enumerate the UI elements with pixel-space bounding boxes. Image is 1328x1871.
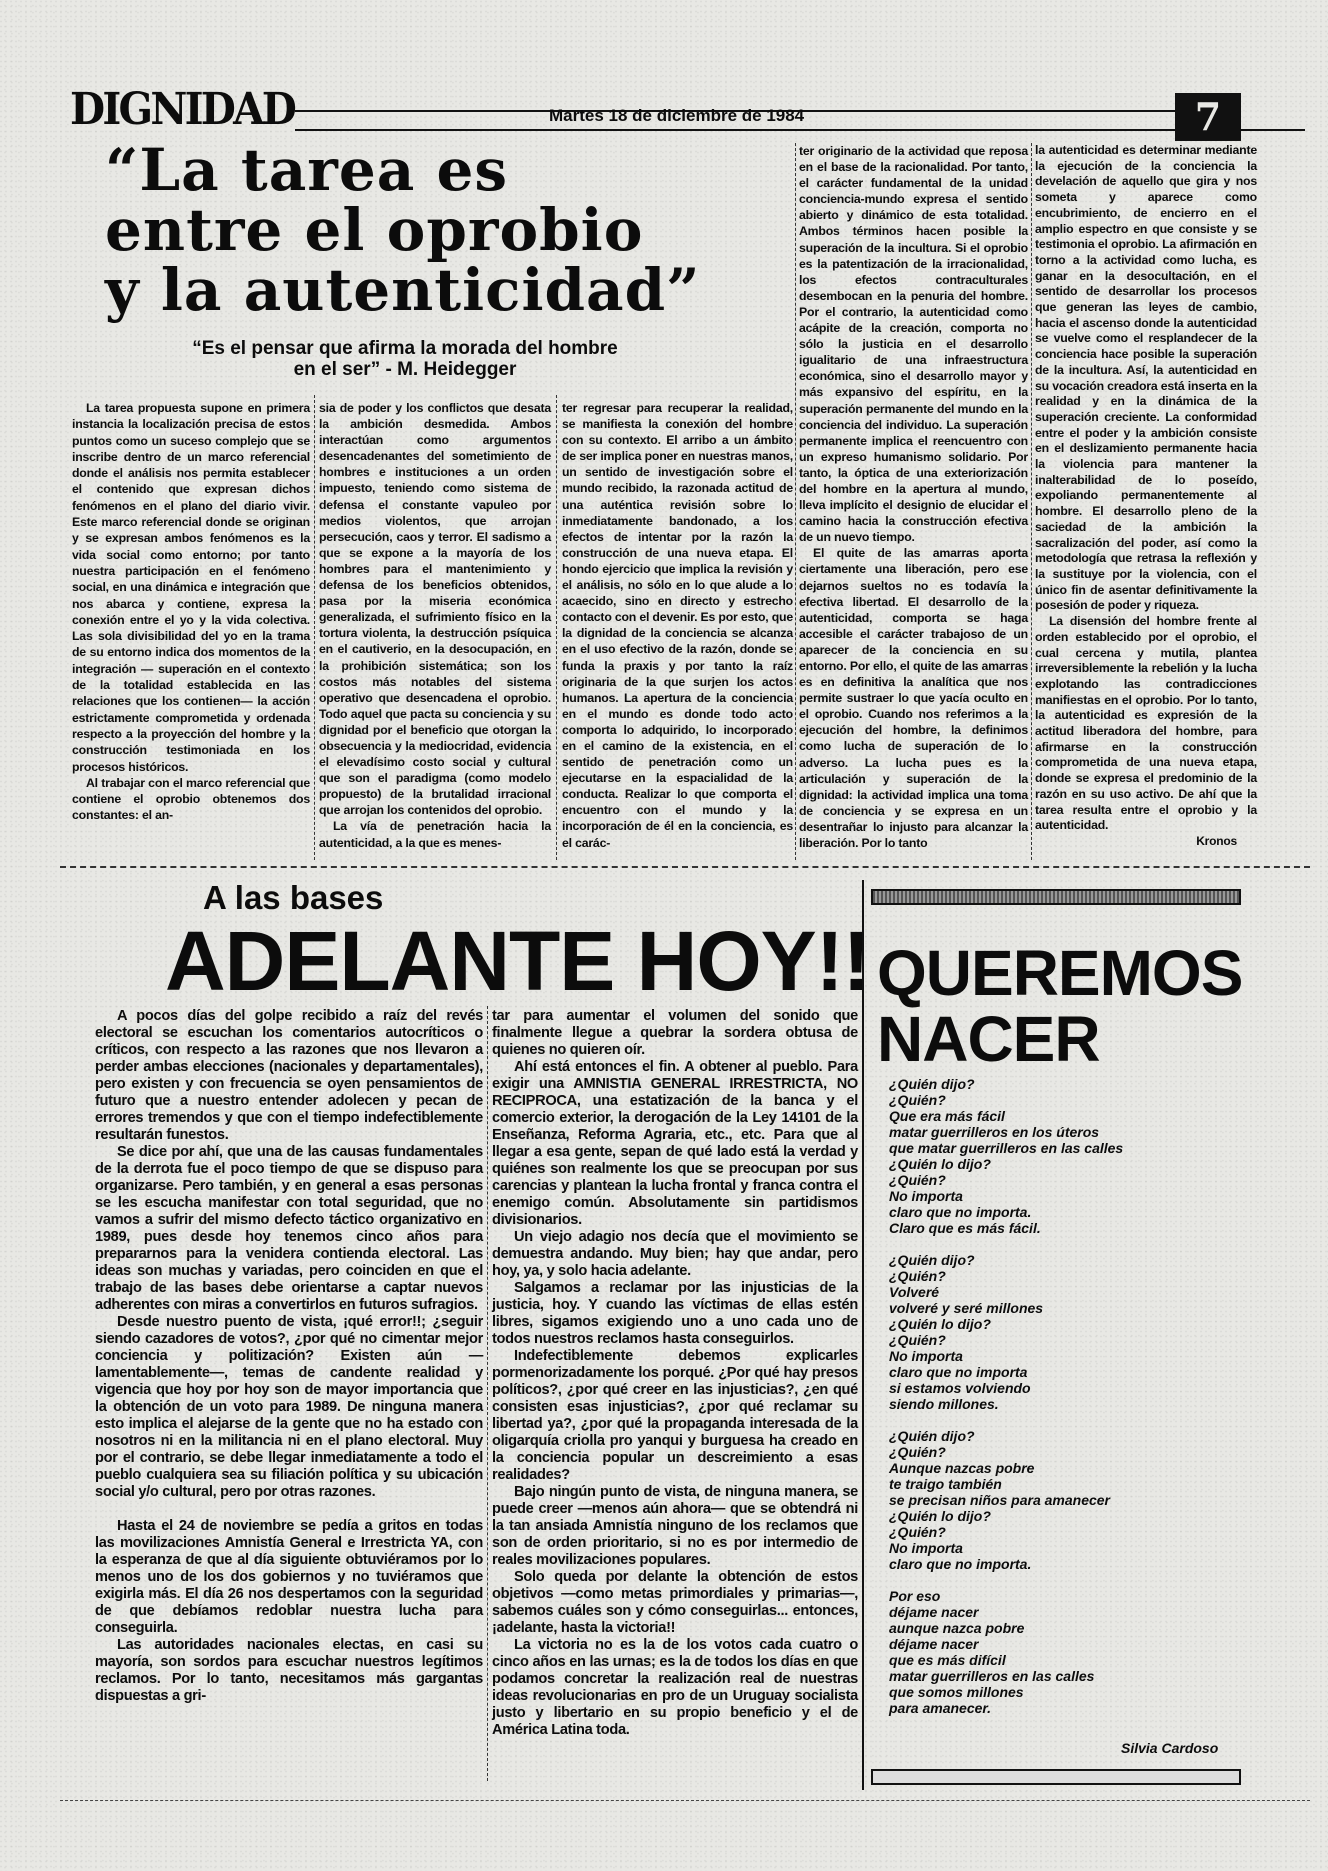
poem-line: Que era más fácil (889, 1108, 1005, 1124)
paragraph: sia de poder y los conflictos que desata la ambición desmedida. Ambos interactúan como argumentos desencadenantes del sometimiento de hombres e instituciones a un orden impuesto, teniendo como sistema de defensa el constante vapuleo por medios violentos, que arrojan persecución, caos y terror. El sadismo a que se expone a la mayoría de los hombres para el mantenimiento y defensa de los beneficios obtenidos, pasa por la miseria económica generalizada, el sufrimiento físico en la tortura violenta, la destrucción psíquica en el cautiverio, en la desocupación, en la prohibición sistemática; son los costos más notables del sistema operativo que desencadena el oprobio. Todo aquel que pacta su conciencia y su dignidad por el beneficio que otorgan la obsecuencia y la mediocridad, evidencia el elevadísimo costo social y cultural que son el paradigma (como modelo propuesto) de la brutalidad irracional que arrojan los contenidos del oprobio. (319, 401, 551, 818)
paragraph: Indefectiblemente debemos explicarles pormenorizadamente los porqué. ¿Por qué hay presos políticos?, ¿por qué creer en las injusticias?, ¿en qué consisten esas injusticias?, ¿por qué reclamar su libertad ya?, ¿por qué la propaganda interesada de la oligarquía criolla pro yanqui y burguesa ha creado en la conciencia popular un descreimiento a esas realidades? (492, 1348, 858, 1483)
paragraph: Se dice por ahí, que una de las causas fundamentales de la derrota fue el poco tiempo de que se dispuso para organizarse. Pero también, y en general a esas personas se les escucha manifestar con total seguridad, que no vamos a sufrir del mismo defecto táctico organizativo en 1989, pues desde hoy tenemos cinco años para prepararnos para la venidera contienda electoral. Las ideas son muchas y variadas, pero coinciden en que el trabajo de las bases debe orientarse a captar nuevos adherentes con miras a convertirlos en futuros sufragios. (95, 1144, 483, 1313)
article1-epigraph: “Es el pensar que afirma la morada del hombre en el ser” - M. Heidegger (192, 338, 618, 380)
poem-line: que es más difícil (889, 1652, 1006, 1668)
poem-line: ¿Quién? (889, 1268, 946, 1284)
poem-stanza (889, 1428, 1239, 1572)
poem-line: ¿Quién dijo? (889, 1076, 975, 1092)
poem-line: ¿Quién dijo? (889, 1252, 975, 1268)
poem-line: ¿Quién lo dijo? (889, 1156, 991, 1172)
page-bottom-rule (60, 1800, 1310, 1801)
poem-line: Por eso (889, 1588, 941, 1604)
poem-line: Volveré (889, 1284, 940, 1300)
masthead-logo: DIGNIDAD (70, 84, 295, 135)
article2-kicker: A las bases (203, 879, 384, 916)
masthead-rule-bottom (295, 129, 1305, 131)
poem-line: que matar guerrilleros en las calles (889, 1140, 1124, 1156)
article1-column-3 (562, 400, 793, 851)
poem-line: ¿Quién lo dijo? (889, 1508, 991, 1524)
column-divider (487, 1006, 489, 1781)
poem-line: matar guerrilleros en los úteros (889, 1124, 1100, 1140)
poem-line: ¿Quién? (889, 1332, 946, 1348)
poem-line: No importa (889, 1188, 963, 1204)
poem-line: que somos millones (889, 1684, 1024, 1700)
poem-line: Claro que es más fácil. (889, 1220, 1041, 1236)
paragraph: Desde nuestro puento de vista, ¡qué error!!; ¿seguir siendo cazadores de votos?, ¿por qué no cimentar mejor conciencia y politización? Existen aún —lamentablemente—, temas de candente realidad y vigencia que hoy por hoy son de mayor importancia que la obtención de un voto para 1989. De ninguna manera esto implica el alejarse de la gente que no ha estado con nosotros ni en la militancia ni en el plano electoral. Muy por el contrario, se debe llegar inmediatamente a todo el pueblo cualquiera sea su filiación política y su ubicación social y/o cultural, pero por otras razones. (95, 1314, 483, 1500)
poem-title (877, 937, 1243, 1075)
poem-line: ¿Quién lo dijo? (889, 1316, 991, 1332)
poem-signature: Silvia Cardoso (1121, 1740, 1219, 1756)
poem-line: siendo millones. (889, 1396, 999, 1412)
paragraph: La vía de penetración hacia la autenticidad, a la que es menes- (319, 819, 551, 850)
poem-bottom-bar (871, 1769, 1241, 1785)
poem-line: claro que no importa (889, 1364, 1028, 1380)
poem-title-line: NACER (877, 1003, 1100, 1075)
paragraph: Un viejo adagio nos decía que el movimiento se demuestra andando. Muy bien; hay que andar, pero hoy, ya, y solo hacia adelante. (492, 1229, 858, 1279)
paragraph: tar para aumentar el volumen del sonido que finalmente llegue a quebrar la sordera obtusa de quienes no quieren oír. (492, 1008, 858, 1058)
article2-column-1 (95, 1008, 483, 1705)
paragraph: Al trabajar con el marco referencial que contiene el oprobio obtenemos dos constantes: el an- (72, 775, 310, 823)
article1-column-5 (1035, 143, 1257, 850)
headline-line: “La tarea es (105, 136, 509, 204)
paragraph: Solo queda por delante la obtención de estos objetivos —como metas primordiales y primarias—, sabemos cuáles son y cómo conseguirlas... entonces, ¡adelante, hasta la victoria!! (492, 1569, 858, 1636)
poem-line: ¿Quién? (889, 1524, 946, 1540)
column-divider (795, 143, 797, 860)
column-divider (1031, 143, 1033, 860)
poem-line: para amanecer. (889, 1700, 991, 1716)
paragraph: la autenticidad es determinar mediante la ejecución de la conciencia la develación de aquello que gira y nos someta y aparece como encubrimiento, de encierro en el amplio espectro en que consiste y se testimonia el oprobio. La afirmación en torno a la actividad como lucha, es ganar en la desocultación, en el sentido de desarrollar los procesos que generan las leyes de cambio, hacia el ascenso donde la autenticidad se vuelve como el resplandecer de la conciencia hace posible la superación de la incultura. Así, la autenticidad en su vocación creadora está inserta en la realidad y en la dinámica de la superación creciente. La conformidad entre el poder y la ambición consiste en el deslizamiento permanente hacia la violencia para mantener la inalterabilidad de lo poseído, expoliando permanentemente al hombre. El desarrollo pleno de la saciedad de la ambición la sacralización del poder, así como la metodología que retrasa la reflexión y la sustituye por la violencia, con el único fin de asentar definitivamente la posesión de poder y riqueza. (1035, 143, 1257, 613)
poem-line: déjame nacer (889, 1636, 979, 1652)
page-number: 7 (1175, 93, 1241, 141)
paragraph: A pocos días del golpe recibido a raíz del revés electoral se escuchan los comentarios autocríticos o críticos, con respecto a las razones que nos llevaron a perder ambas elecciones (nacionales y departamentales), pero existen y con frecuencia se oyen pensamientos de futuro que a nuestro entender adolecen y pecan de errores tremendos y que con el tiempo indefectiblemente resultarán funestos. (95, 1008, 483, 1143)
paragraph: Bajo ningún punto de vista, de ninguna manera, se puede creer —menos aún ahora— que se obtendrá ni la tan ansiada Amnistía ninguno de los reclamos que son de orden prioritario, si no es por intermedio de reales movilizaciones populares. (492, 1484, 858, 1568)
poem-line: déjame nacer (889, 1604, 979, 1620)
article2-headline: ADELANTE HOY!! (165, 914, 870, 1008)
poem-line: claro que no importa. (889, 1556, 1032, 1572)
poem-title-line: QUEREMOS (877, 937, 1243, 1009)
poem-stanza (889, 1588, 1239, 1716)
poem-line: ¿Quién? (889, 1172, 946, 1188)
paragraph: ter regresar para recuperar la realidad, se manifiesta la conexión del hombre con su contexto. El arribo a un ámbito de ser implica poner en nuestras manos, un sentido de investigación sobre el mundo recibido, la razonada actitud de una auténtica revisión sobre lo inmediatamente bandonado, a los efectos de intentar por la razón la construcción de una nueva etapa. El hondo ejercicio que implica la revisión y el análisis, no sólo en lo que alude a lo acaecido, sino en directo y estrecho contacto con el devenir. Es por esto, que la dignidad de la conciencia se alcanza en el uso efectivo de la razón, donde se funda la praxis y por tanto la raíz originaria de la que surjen los actos humanos. La apertura de la conciencia en el mundo es donde todo acto comporta lo adquirido, lo incorporado en el camino de la existencia, en el sentido de penetración como un ejecutarse en la espacialidad de la conducta. Realizar lo que comporta el encuentro con el mundo y la incorporación de él en la conciencia, es el carác- (562, 401, 793, 850)
paragraph: Ahí está entonces el fin. A obtener al pueblo. Para exigir una AMNISTIA GENERAL IRRESTRICTA, NO RECIPROCA, una estatización de la banca y el comercio exterior, la derogación de la Ley 14101 de la Enseñanza, Reforma Agraria, etc., etc. Para que al llegar a esa gente, sepan de qué lado está la verdad y quiénes son realmente los que se preocupan por sus carencias y plantean la lucha frontal y franca contra el enemigo común. Absolutamente sin partidismos divisionarios. (492, 1059, 858, 1228)
poem-line: No importa (889, 1348, 963, 1364)
paragraph: Hasta el 24 de noviembre se pedía a gritos en todas las movilizaciones Amnistía General e Irrestricta YA, con la esperanza de que al día siguiente obtuviéramos por lo menos uno de los dos gobiernos y no tuviéramos que exigirla más. El día 26 nos despertamos con la seguridad de que debíamos redoblar nuestra lucha para conseguirla. (95, 1518, 483, 1636)
column-divider (314, 395, 316, 860)
column-divider (556, 395, 558, 860)
poem-line: ¿Quién? (889, 1444, 946, 1460)
column-divider (862, 880, 865, 1790)
poem-line: se precisan niños para amanecer (889, 1492, 1110, 1508)
poem-stanza (889, 1252, 1239, 1412)
poem-line: matar guerrilleros en las calles (889, 1668, 1095, 1684)
paragraph: El quite de las amarras aporta ciertamente una liberación, pero ese dejarnos sueltos no es todavía la efectiva libertad. El desarrollo de la autenticidad, comporta se haga accesible el carácter trabajoso de un aparecer de la conciencia en su entorno. Por ello, el quite de las amarras es en definitiva la analítica que nos permite sustraer lo que yacía oculto en el oprobio. Cuando nos referimos a la ejecución del hombre, la definimos como lucha de superación de lo adverso. La lucha pues es la articulación y superación de la dignidad: la actividad implica una toma de conciencia y se expresa en un desentrañar lo injusto para alcanzar la liberación. Por lo tanto (799, 546, 1028, 851)
poem-line: ¿Quién dijo? (889, 1428, 975, 1444)
issue-date: Martes 18 de diciembre de 1984 (549, 106, 805, 125)
paragraph: Salgamos a reclamar por las injusticias de la justicia, hoy. Y cuando las víctimas de ellas estén libres, sigamos exigiendo uno a uno cada uno de todos nuestros reclamos hasta conseguirlos. (492, 1280, 858, 1347)
poem-line: No importa (889, 1540, 963, 1556)
headline-line: entre el oprobio (105, 196, 644, 264)
poem-line: Aunque nazcas pobre (889, 1460, 1035, 1476)
poem-stanza (889, 1076, 1239, 1236)
poem-line: si estamos volviendo (889, 1380, 1031, 1396)
paragraph: La disensión del hombre frente al orden establecido por el oprobio, el cual cercena y mutila, plantea irreversiblemente la rebelión y la lucha explotando las contradicciones manifiestas en el oprobio. Por lo tanto, la autenticidad es expresión de la actitud liberadora del hombre, para afirmarse en la construcción comprometida de una nueva etapa, donde se expresa el predominio de la razón en su uso activo. De ahí que la tarea resulta entre el oprobio y la autenticidad. (1035, 614, 1257, 833)
poem-line: te traigo también (889, 1476, 1002, 1492)
poem-line: aunque nazca pobre (889, 1620, 1025, 1636)
paragraph: La tarea propuesta supone en primera instancia la localización precisa de estos puntos como un suceso complejo que se inscribe dentro de un marco referencial donde el análisis nos permita establecer el contenido que expresan dichos fenómenos en el plano del diario vivir. Este marco referencial donde se originan y se expresan ambos fenómenos es la vida social como entorno; por tanto nuestra participación en el fenómeno social, en una dinámica e integración que nos abarca y contiene, expresa la conexión entre el yo y la vida colectiva. Las sola divisibilidad del yo en la trama de su entorno indica dos momentos de la integración — superación en el contexto de la totalidad establecida en las relaciones que los contienen— la acción estrictamente comprometida y ordenada respecto a la proyección del hombre y la construcción testimoniada en los procesos históricos. (72, 401, 310, 774)
article1-column-4 (799, 143, 1028, 851)
poem-body (889, 1076, 1239, 1716)
poem-line: ¿Quién? (889, 1092, 946, 1108)
paragraph: La victoria no es la de los votos cada cuatro o cinco años en las urnas; es la de todos los días en que podamos concretar la realización real de nuestras ideas revolucionarias en pro de un Uruguay socialista justo y libertario en su propio beneficio y el de América Latina toda. (492, 1637, 858, 1738)
article1-column-1 (72, 400, 310, 824)
poem-line: claro que no importa. (889, 1204, 1032, 1220)
article1-column-2 (319, 400, 551, 851)
article1-signature: Kronos (1196, 833, 1237, 848)
poem-line: volveré y seré millones (889, 1300, 1044, 1316)
headline-line: y la autenticidad” (105, 256, 701, 324)
article2-column-2 (492, 1008, 858, 1739)
poem-top-bar (871, 889, 1241, 905)
paragraph: ter originario de la actividad que reposa en el base de la racionalidad. Por tanto, el carácter fundamental de la unidad conciencia-mundo expresa el sentido abierto y dinámico de esta totalidad. Ambos términos hacen posible la superación de la incultura. Si el oprobio es la patentización de la irracionalidad, los efectos contraculturales desembocan en la penuria del hombre. Por el contrario, la autenticidad como acápite de la creación, comporta no sólo la justicia en el desarrollo igualitario de una infraestructura económica, sino el desarrollo mayor y más expansivo del espíritu, en la superación permanente del mundo en la conciencia del individuo. La superación permanente implica el reencuentro con un expreso humanismo solidario. Por tanto, la óptica de una exteriorización del hombre en la apertura al mundo, lleva implícito el designio de elucidar el camino hacia la construcción efectiva de un nuevo tiempo. (799, 144, 1028, 545)
article1-headline (105, 136, 701, 324)
paragraph: Las autoridades nacionales electas, en casi su mayoría, son sordos para escuchar nuestros legítimos reclamos. Por lo tanto, necesitamos más gargantas dispuestas a gri- (95, 1637, 483, 1704)
section-divider (60, 866, 1310, 868)
